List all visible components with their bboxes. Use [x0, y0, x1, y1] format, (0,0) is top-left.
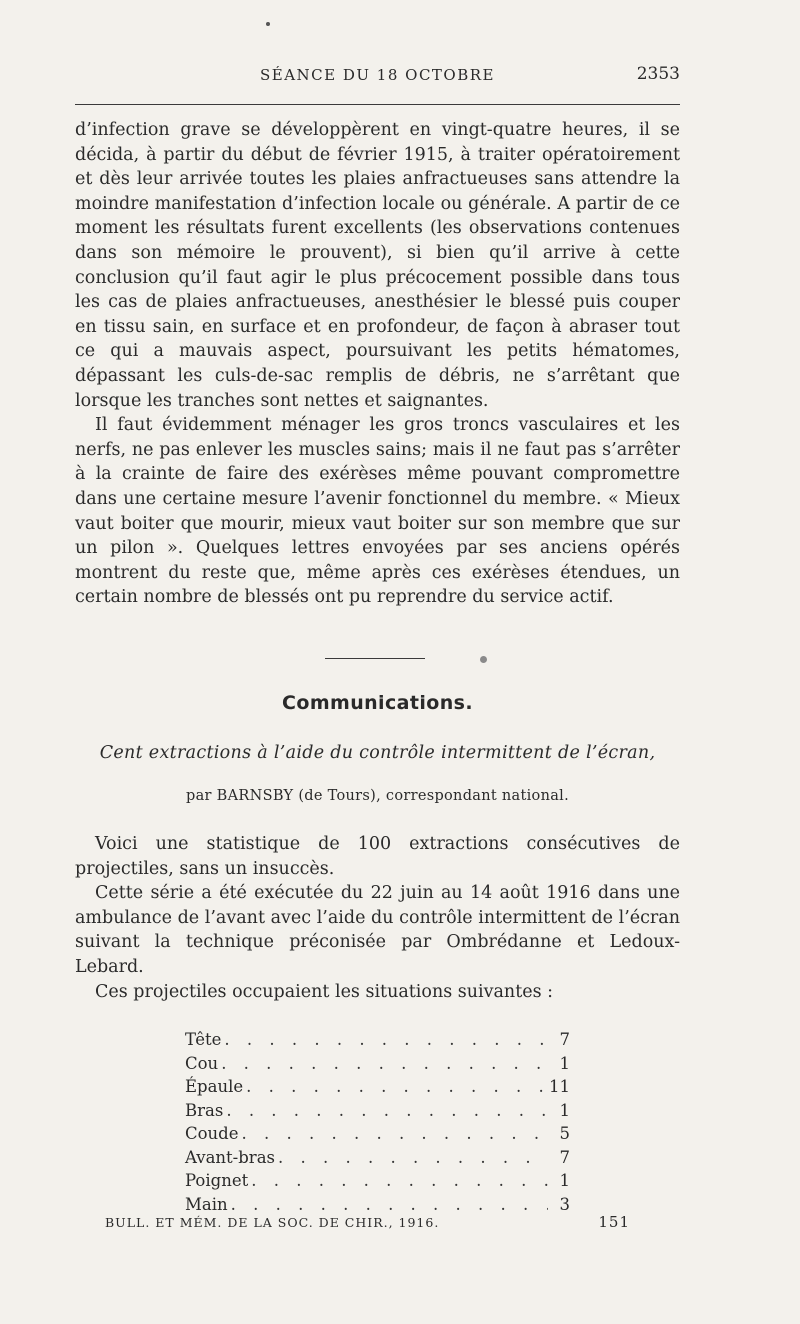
header-rule	[75, 104, 680, 105]
article-text	[75, 832, 680, 1004]
location-count: 1	[559, 1100, 570, 1120]
body-text	[75, 118, 680, 610]
location-count: 11	[549, 1077, 570, 1096]
footer-signature: 151	[598, 1213, 630, 1231]
leader-dots	[275, 1146, 548, 1170]
location-label: Cou	[185, 1053, 219, 1073]
location-count: 1	[559, 1053, 570, 1073]
location-label: Tête	[185, 1030, 222, 1049]
leader-dots	[221, 1028, 548, 1052]
leader-dots	[248, 1169, 548, 1193]
article-paragraph: Cette série a été exécutée du 22 juin au 14 août 1916 dans une ambulance de l’avant avec l’aide du contrôle intermittent de l’écran suivant la technique préconisée par Ombrédanne et Ledoux-Lebard.	[75, 883, 680, 977]
leader-dots	[218, 1052, 548, 1076]
list-item	[185, 1075, 570, 1099]
location-count: 1	[559, 1171, 570, 1190]
location-label: Main	[185, 1194, 228, 1214]
page-footer	[105, 1215, 630, 1235]
list-item	[185, 1122, 570, 1146]
list-item	[185, 1052, 570, 1076]
article-paragraph: Voici une statistique de 100 extractions consécutives de projectiles, sans un insuccès.	[75, 834, 680, 879]
leader-dots	[223, 1099, 548, 1123]
location-label: Bras	[185, 1100, 224, 1120]
location-count: 3	[559, 1194, 570, 1214]
location-label: Coude	[185, 1124, 239, 1143]
article-title: Cent extractions à l’aide du contrôle intermittent de l’écran,	[99, 743, 656, 763]
leader-dots	[228, 1193, 548, 1217]
section-separator	[325, 658, 425, 659]
print-speck	[266, 22, 270, 26]
leader-dots	[243, 1075, 548, 1099]
location-label: Épaule	[185, 1077, 244, 1096]
list-item	[185, 1146, 570, 1170]
section-title: Communications.	[282, 692, 473, 714]
running-header	[75, 62, 680, 90]
page-number: 2353	[636, 64, 680, 84]
footer-citation: BULL. ET MÉM. DE LA SOC. DE CHIR., 1916.	[105, 1215, 440, 1230]
article-paragraph: Ces projectiles occupaient les situations suivantes :	[95, 981, 554, 1002]
ink-spot	[480, 656, 487, 663]
location-label: Poignet	[185, 1171, 249, 1190]
article-byline: par BARNSBY (de Tours), correspondant national.	[186, 788, 569, 804]
list-item	[185, 1028, 570, 1052]
list-item	[185, 1099, 570, 1123]
leader-dots	[239, 1122, 548, 1146]
location-count: 5	[559, 1124, 570, 1143]
body-paragraph: Il faut évidemment ménager les gros troncs vasculaires et les nerfs, ne pas enlever les muscles sains; mais il ne faut pas s’arrêter à la crainte de faire des exérèses même pouvant compromettre dans une certaine mesure l’avenir fonctionnel du membre. « Mieux vaut boiter que mourir, mieux vaut boiter sur son membre que sur un pilon ». Quelques lettres envoyées par ses anciens opérés montrent du reste que, même après ces exérèses étendues, un certain nombre de blessés ont pu reprendre du service actif.	[75, 415, 680, 608]
location-count: 7	[559, 1147, 570, 1167]
list-item	[185, 1193, 570, 1217]
location-label: Avant-bras	[185, 1147, 275, 1167]
location-count: 7	[559, 1030, 570, 1049]
body-paragraph: d’infection grave se développèrent en vingt-quatre heures, il se décida, à partir du début de février 1915, à traiter opératoirement et dès leur arrivée toutes les plaies anfractueuses sans attendre la moindre manifestation d’infection locale ou générale. A partir de ce moment les résultats furent excellents (les observations contenues dans son mémoire le prouvent), si bien qu’il arrive à cette conclusion qu’il faut agir le plus précocement possible dans tous les cas de plaies anfractueuses, anesthésier le blessé puis couper en tissu sain, en surface et en profondeur, de façon à abraser tout ce qui a mauvais aspect, poursuivant les petits hématomes, dépassant les culs-de-sac remplis de débris, ne s’arrêtant que lorsque les tranches sont nettes et saignantes.	[75, 120, 680, 411]
list-item	[185, 1169, 570, 1193]
header-title: SÉANCE DU 18 OCTOBRE	[259, 66, 495, 84]
locations-list	[185, 1028, 570, 1216]
